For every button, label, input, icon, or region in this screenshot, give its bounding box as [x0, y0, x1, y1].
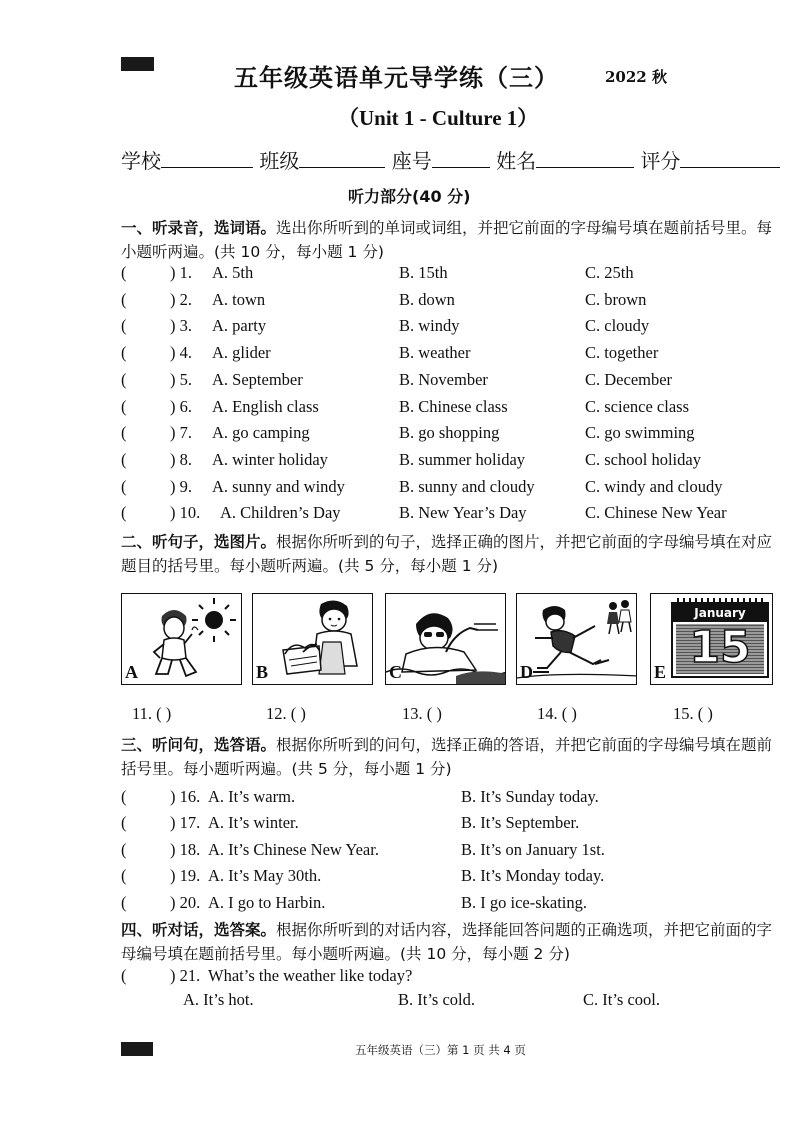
section3-question-row	[0, 813, 794, 839]
picture-b-label: B	[256, 662, 269, 682]
picture-e-label: E	[654, 662, 667, 682]
option-c: C. It’s cool.	[583, 990, 660, 1009]
picture-b	[252, 593, 373, 685]
answer-paren[interactable]: (	[121, 503, 127, 523]
option-b: B. It’s Sunday today.	[461, 787, 599, 806]
picture-d	[516, 593, 637, 685]
class-blank[interactable]	[299, 151, 385, 168]
score-blank[interactable]	[680, 151, 780, 168]
section1-question-row	[0, 450, 794, 476]
section1-question-row	[0, 263, 794, 289]
answer-paren[interactable]: (	[121, 892, 127, 912]
section2-instruction: 根据你所听到的句子，选择正确的图片，并把它前面的字母编号填在对应题目的括号里。每小题听两遍。(共 5 分，每小题 1 分)	[121, 533, 773, 575]
section2-heading	[121, 530, 781, 578]
answer-paren[interactable]: (	[121, 839, 127, 859]
option-a: A. It’s warm.	[208, 787, 296, 806]
option-a: A. town	[212, 289, 266, 309]
question-number: ) 2.	[170, 289, 192, 309]
option-b: B. sunny and cloudy	[399, 476, 535, 496]
answer-paren[interactable]: (	[121, 263, 127, 282]
option-a: A. party	[212, 316, 267, 336]
question-number: ) 19.	[170, 866, 201, 886]
term-year: 2022 秋	[605, 68, 667, 86]
option-c: C. brown	[585, 289, 647, 309]
option-b: B. summer holiday	[399, 449, 526, 469]
option-a: A. English class	[212, 396, 319, 416]
answer-paren[interactable]: (	[121, 423, 127, 443]
section3-question-row	[0, 840, 794, 866]
section3-instruction: 根据你所听到的问句，选择正确的答语，并把它前面的字母编号填在题前括号里。每小题听两遍。(共 5 分，每小题 1 分)	[121, 736, 773, 778]
section4-instruction: 根据你所听到的对话内容，选择能回答问题的正确选项，并把它前面的字母编号填在题前括号里。每小题听两遍。(共 10 分，每小题 2 分)	[121, 921, 773, 963]
section1-question-row	[0, 370, 794, 396]
question-number: ) 21.	[170, 966, 201, 985]
option-c: C. cloudy	[585, 316, 650, 336]
section1-instruction: 选出你所听到的单词或词组，并把它前面的字母编号填在题前括号里。每小题听两遍。(共 10 分，每小题 1 分)	[121, 219, 773, 261]
answer-slot-12[interactable]: 12. ( )	[266, 704, 306, 723]
picture-c-label: C	[389, 662, 402, 682]
answer-paren[interactable]: (	[121, 369, 127, 389]
school-label: 学校	[121, 149, 161, 173]
shopping-child-illustration	[253, 594, 373, 685]
option-a: A. It’s May 30th.	[208, 866, 322, 886]
section1-question-row	[0, 343, 794, 369]
question-number: ) 5.	[170, 369, 192, 389]
option-b: B. Chinese class	[399, 396, 508, 416]
question-number: ) 20.	[170, 892, 201, 912]
question-number: ) 17.	[170, 813, 201, 833]
section1-question-row	[0, 477, 794, 503]
answer-paren[interactable]: (	[121, 289, 127, 309]
option-a: A. sunny and windy	[212, 476, 345, 496]
option-c: C. December	[585, 369, 673, 389]
section3-heading	[121, 733, 781, 781]
page-title: 五年级英语单元导学练（三）	[234, 64, 559, 92]
answer-slot-14[interactable]: 14. ( )	[537, 704, 577, 723]
option-a: A. It’s winter.	[208, 813, 299, 833]
question-number: ) 7.	[170, 423, 192, 443]
answer-slot-13[interactable]: 13. ( )	[402, 704, 442, 723]
option-a: A. It’s Chinese New Year.	[208, 839, 379, 859]
name-blank[interactable]	[536, 151, 634, 168]
option-c: C. Chinese New Year	[585, 503, 727, 523]
question-number: ) 16.	[170, 787, 201, 806]
question-21-options	[0, 990, 794, 1016]
section1-question-row	[0, 503, 794, 529]
question-number: ) 1.	[170, 263, 192, 282]
corner-marker-bottom	[121, 1042, 153, 1056]
option-c: C. together	[585, 343, 659, 363]
answer-slot-11[interactable]: 11. ( )	[132, 704, 172, 723]
question-number: ) 3.	[170, 316, 192, 336]
calendar-icon	[671, 602, 769, 678]
section1-question-row	[0, 290, 794, 316]
seat-label: 座号	[391, 149, 432, 173]
section4-title: 四、听对话，选答案。	[121, 921, 277, 939]
school-blank[interactable]	[161, 151, 253, 168]
section1-title: 一、听录音，选词语。	[121, 219, 277, 237]
student-info-line	[121, 145, 780, 174]
section3-question-row	[0, 893, 794, 919]
seat-blank[interactable]	[432, 151, 490, 168]
page-subtitle: （Unit 1 - Culture 1）	[338, 106, 539, 130]
listening-part-title: 听力部分(40 分)	[348, 187, 471, 206]
section1-heading	[121, 216, 781, 264]
option-b: B. New Year’s Day	[399, 503, 527, 523]
option-c: C. school holiday	[585, 449, 701, 469]
answer-paren[interactable]: (	[121, 966, 127, 985]
option-a: A. winter holiday	[212, 449, 328, 469]
option-c: C. go swimming	[585, 423, 695, 443]
section2-title: 二、听句子，选图片。	[121, 533, 277, 551]
section1-question-row	[0, 316, 794, 342]
score-label: 评分	[640, 149, 681, 173]
answer-paren[interactable]: (	[121, 866, 127, 886]
section3-title: 三、听问句，选答语。	[121, 736, 277, 754]
ice-skater-illustration	[517, 594, 637, 685]
answer-paren[interactable]: (	[121, 343, 127, 363]
option-c: C. windy and cloudy	[585, 476, 723, 496]
answer-paren[interactable]: (	[121, 396, 127, 416]
corner-marker-top	[121, 57, 154, 71]
section1-question-row	[0, 423, 794, 449]
question-number: ) 18.	[170, 839, 201, 859]
section3-question-row	[0, 866, 794, 892]
answer-paren[interactable]: (	[121, 787, 127, 806]
section3-question-row	[0, 787, 794, 813]
option-b: B. It’s on January 1st.	[461, 839, 605, 859]
question-text: What’s the weather like today?	[208, 966, 413, 985]
option-b: B. 15th	[399, 263, 448, 282]
question-row-21	[0, 966, 794, 992]
option-b: B. It’s September.	[461, 813, 580, 833]
answer-paren[interactable]: (	[121, 316, 127, 336]
picture-a-label: A	[125, 662, 138, 682]
question-number: ) 10.	[170, 503, 201, 523]
option-a: A. go camping	[212, 423, 310, 443]
option-c: C. 25th	[585, 263, 634, 282]
answer-paren[interactable]: (	[121, 449, 127, 469]
option-b: B. down	[399, 289, 455, 309]
answer-slot-15[interactable]: 15. ( )	[673, 704, 713, 723]
option-a: A. Children’s Day	[220, 503, 341, 523]
option-a: A. glider	[212, 343, 271, 363]
option-c: C. science class	[585, 396, 690, 416]
question-number: ) 6.	[170, 396, 192, 416]
option-b: B. weather	[399, 343, 471, 363]
picture-c	[385, 593, 506, 685]
option-a: A. I go to Harbin.	[208, 892, 326, 912]
option-b: B. November	[399, 369, 488, 389]
question-number: ) 4.	[170, 343, 192, 363]
picture-a	[121, 593, 242, 685]
option-b: B. I go ice-skating.	[461, 892, 588, 912]
page-footer: 五年级英语（三）第 1 页 共 4 页	[355, 1043, 526, 1057]
calendar-month: January	[673, 604, 767, 622]
hot-boy-sun-illustration	[122, 594, 242, 685]
answer-paren[interactable]: (	[121, 476, 127, 496]
option-b: B. windy	[399, 316, 460, 336]
picture-e	[650, 593, 773, 685]
option-b: B. It’s cold.	[398, 990, 475, 1009]
question-number: ) 8.	[170, 449, 192, 469]
option-b: B. go shopping	[399, 423, 500, 443]
class-label: 班级	[259, 149, 300, 173]
answer-paren[interactable]: (	[121, 813, 127, 833]
option-b: B. It’s Monday today.	[461, 866, 605, 886]
calendar-day: 15	[689, 622, 751, 673]
question-number: ) 9.	[170, 476, 192, 496]
option-a: A. September	[212, 369, 303, 389]
swimmer-illustration	[386, 594, 506, 685]
section4-heading	[121, 918, 781, 966]
option-a: A. 5th	[212, 263, 254, 282]
section1-question-row	[0, 397, 794, 423]
picture-d-label: D	[520, 662, 533, 682]
option-a: A. It’s hot.	[183, 990, 254, 1009]
name-label: 姓名	[496, 149, 537, 173]
